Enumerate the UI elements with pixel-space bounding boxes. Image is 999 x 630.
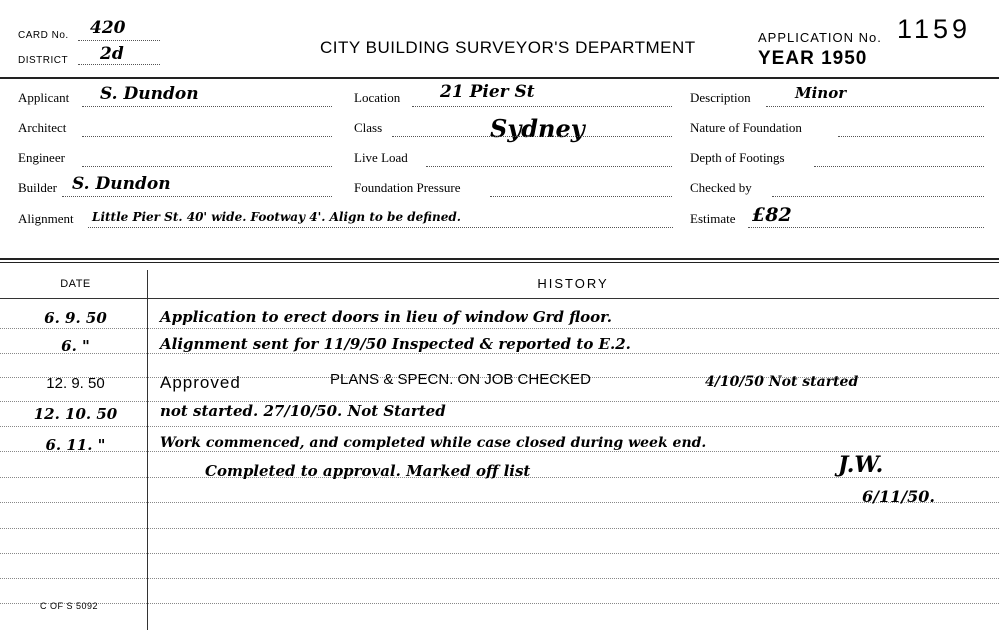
applicant-label: Applicant [18,90,70,105]
history-row-extra: 4/10/50 Not started [705,374,859,390]
engineer-label: Engineer [18,150,65,165]
history-column-header: HISTORY [537,276,609,291]
history-row-date: 6. " [61,337,90,355]
form-code: C OF S 5092 [40,601,99,611]
history-row-date: 6. 11. " [45,436,106,454]
history-row-date: 6. 9. 50 [44,309,107,327]
estimate-label: Estimate [690,211,736,226]
live-load-label: Live Load [354,150,408,165]
history-row-text: Work commenced, and completed while case closed during week end. [160,435,707,451]
history-row-date: 12. 10. 50 [33,405,118,423]
history-row-date: 12. 9. 50 [46,375,105,392]
nature-of-foundation-label: Nature of Foundation [690,120,802,135]
signature-date: 6/11/50. [862,487,935,506]
alignment-label: Alignment [18,211,74,226]
year-label: YEAR 1950 [758,48,868,69]
history-row-text: Alignment sent for 11/9/50 Inspected & reported to E.2. [160,335,631,353]
depth-of-footings-label: Depth of Footings [690,150,785,165]
class-label: Class [354,120,383,135]
history-row-text: Application to erect doors in lieu of window Grd floor. [160,308,612,326]
department-title: CITY BUILDING SURVEYOR'S DEPARTMENT [320,38,696,57]
signature: J.W. [838,452,884,478]
application-number-label: APPLICATION No. [758,30,882,45]
class-value: Sydney [490,114,585,143]
card-number-value: 420 [90,18,126,38]
district-label: DISTRICT [18,55,69,66]
applicant-value: S. Dundon [100,84,199,104]
foundation-pressure-label: Foundation Pressure [354,180,461,195]
builder-label: Builder [18,180,57,195]
architect-label: Architect [18,120,67,135]
estimate-value: £82 [752,204,792,226]
application-number-value: 1159 [897,14,972,44]
history-row-text: not started. 27/10/50. Not Started [160,402,446,420]
description-label: Description [690,90,751,105]
builder-value: S. Dundon [72,174,171,194]
location-value: 21 Pier St [440,82,535,102]
plans-checked-stamp: PLANS & SPECN. ON JOB CHECKED [330,371,591,388]
history-row-text: Approved [160,373,241,392]
card-number-label: CARD No. [18,30,69,41]
date-column-header: DATE [60,278,91,290]
description-value: Minor [795,84,847,102]
history-row-text: Completed to approval. Marked off list [205,462,531,480]
checked-by-label: Checked by [690,180,752,195]
district-value: 2d [100,44,124,64]
alignment-value: Little Pier St. 40' wide. Footway 4'. Align to be defined. [92,210,461,224]
location-label: Location [354,90,401,105]
